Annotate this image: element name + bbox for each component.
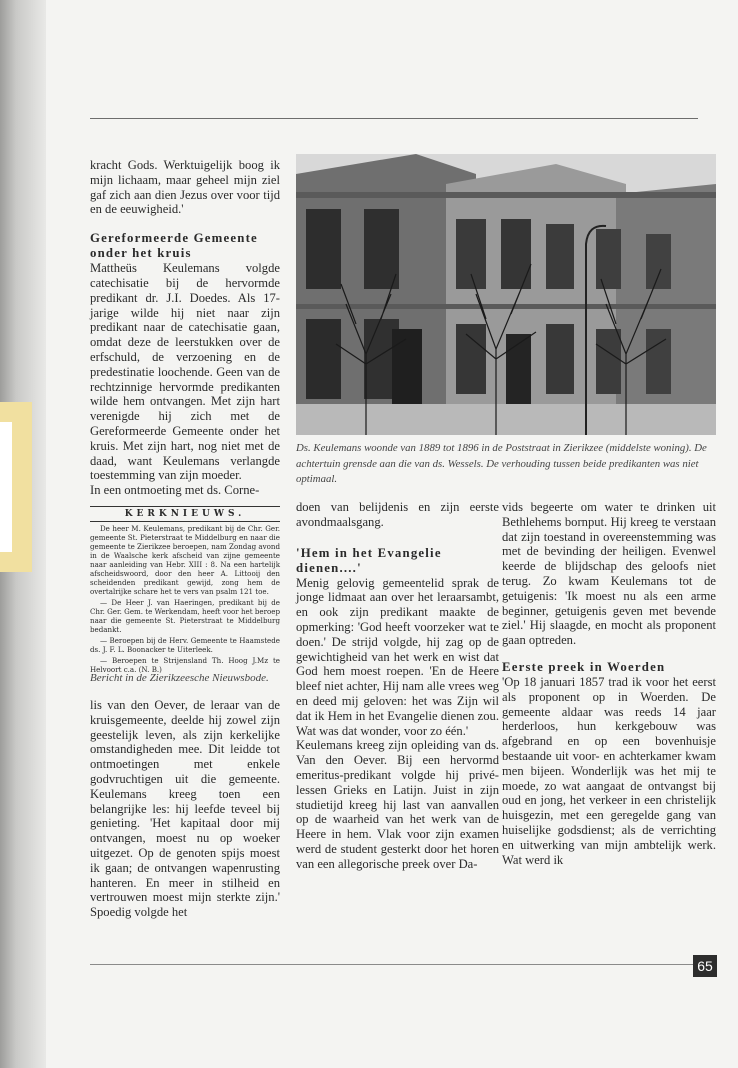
column-1-top: [90, 158, 280, 498]
section-tab: [0, 402, 32, 572]
page-number: 65: [693, 955, 717, 977]
clip-paragraph: — De Heer J. van Haeringen, predikant bij de Chr. Ger. Gem. te Werkendam, heeft voor het beroep naar die gemeente St. Pieterstraat te Middelburg bedankt.: [90, 598, 280, 634]
body-paragraph: Keulemans kreeg zijn opleiding van ds. Van den Oever. Bij een hervormd emeritus-predikant volgde hij privé-lessen Grieks en Latijn. Juist in zijn studietijd kreeg hij last van aanvallen op de waarheid van het werk van de Heere in hem. Vlak voor zijn examen werd de student gesterkt door het horen van een allegorische preek over Da-: [296, 738, 499, 871]
clip-masthead: KERKNIEUWS.: [124, 509, 246, 519]
clip-rule: [90, 521, 280, 522]
clip-paragraph: — Beroepen te Strijensland Th. Hoog J.Mz te Helvoort c.a. (N. B.): [90, 656, 280, 674]
section-heading: 'Hem in het Evangelie dienen....': [296, 545, 442, 575]
photo-caption: Ds. Keulemans woonde van 1889 tot 1896 in de Poststraat in Zierikzee (middelste woning). De achtertuin grensde aan die van ds. Wessels. De verhouding tussen beide predikanten was niet optimaal.: [296, 442, 707, 485]
body-paragraph: lis van den Oever, de leraar van de kruisgemeente, deelde hij zowel zijn geestelijk leven, als zijn kerkelijke omstandigheden mee. Dit leidde tot ontmoetingen met enkele godvruchtigen uit die gemeente. Keulemans kreeg toen een belangrijke les: hij leefde teveel bij genieting. 'Het kapitaal door mij ontvangen, moest nu op woeker uitgezet. Op de genoten spijs moest ik gaan; de ontvangen wapenrusting hanteren. En meer in stilheid en vertrouwen moest mijn sterkte zijn.' Spoedig volgde het: [90, 698, 280, 920]
intro-paragraph: kracht Gods. Werktuigelijk boog ik mijn lichaam, maar geheel mijn ziel gaf zich aan dien Jezus over voor tijd en de eeuwigheid.': [90, 158, 280, 217]
body-paragraph: 'Op 18 januari 1857 trad ik voor het eerst als proponent op in Woerden. De gemeente aldaar was reeds 14 jaar herderloos, hun kerkgebouw was afgebrand en op een bovenhuisje bestaande uit voor- en achterkamer kwam men bijeen. Wonderlijk was het mij te moede, zo wat aangaat de ontvangst bij oud en jong, het verkeer in een christelijk huisgezin, met een geregelde gang van huiselijke godsdienst; als de verrichting en uitwerking van mijn ambtelijk werk. Wat werd ik: [502, 674, 716, 867]
top-rule: [90, 118, 698, 119]
body-paragraph: Menig gelovig gemeentelid sprak de jonge lidmaat aan over het leraarsambt, en ook zijn predikant maakte de opmerking: 'God heeft voorzeker wat te doen.' De strijd volgde, hij zag op de gewichtigheid van het werk en wist dat God hem moest roepen. 'En de Heere bleef niet achter, Hij nam alle vrees weg en deed mij geloven: het was Zijn wil dat ik Hem in het Evangelie dienen zou. Wat was dat wonder, voor zo één.': [296, 575, 500, 738]
clipping-caption: Bericht in de Zierikzeesche Nieuwsbode.: [90, 672, 269, 684]
section-heading: Eerste preek in Woerden: [502, 659, 666, 674]
body-paragraph: In een ontmoeting met ds. Corne-: [90, 483, 260, 498]
clip-paragraph: De heer M. Keulemans, predikant bij de Chr. Ger. gemeente St. Pieterstraat te Middelburg en naar die gemeente te Zierikzee beroepen, nam Zondag avond in de Waalsche kerk afscheid van zijne gemeente naar aanleiding van Hebr. XIII : 8. Na een hartelijk afscheidswoord, door den heer A. Littooij den scheidenden predikant gewijd, zong hem de overtalrijke schare het te vers van psalm 121 toe.: [90, 524, 280, 596]
clip-paragraph: — Beroepen bij de Herv. Gemeente te Haamstede ds. J. F. L. Boonacker te Uiterleek.: [90, 636, 280, 654]
column-3: [502, 500, 716, 867]
column-2: [296, 500, 499, 872]
bottom-rule: [90, 964, 698, 965]
body-paragraph: doen van belijdenis en zijn eerste avondmaalsgang.: [296, 500, 499, 529]
body-paragraph: Mattheüs Keulemans volgde catechisatie bij de hervormde predikant dr. J.I. Doedes. Als 17-jarige wilde hij niet naar zijn predikant naar de catechisatie gaan, omdat deze de leerstukken over de erfschuld, de verzoening en de predestinatie loochende. Geen van de rechtzinnige hervormde predikanten wilde hem ontvangen. Met zijn hart verenigde hij zich met de Gereformeerde Gemeente onder het kruis. Met zijn hart, nog niet met de daad, want Keulemans verlangde toestemming van zijn moeder.: [90, 261, 280, 483]
newspaper-clipping: [90, 506, 280, 674]
photo-image: [296, 154, 716, 435]
section-heading: Gereformeerde Gemeente onder het kruis: [90, 231, 258, 261]
column-1-bottom: [90, 698, 280, 920]
street-photo: [296, 154, 716, 435]
body-paragraph: vids begeerte om water te drinken uit Bethlehems bornput. Hij kreeg te verstaan dat zijn toestand in overeenstemming was met de bevinding der heiligen. Evenwel keerde de blijdschap des geloofs niet terug. Zo kwam Keulemans tot de getuigenis: 'Ik moest nu als een arme beginner, getuigenis geven met bevende ziel.' Hij slaagde, en mocht als proponent gaan optreden.: [502, 500, 716, 648]
